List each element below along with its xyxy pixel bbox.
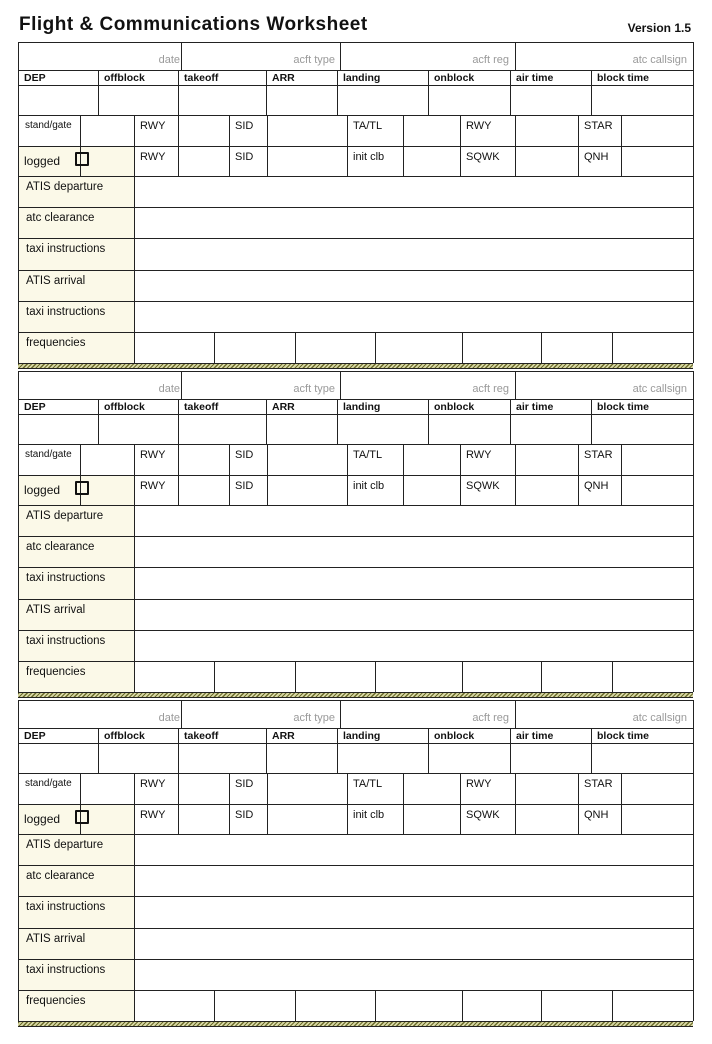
route-label: STAR xyxy=(584,449,613,461)
time-field[interactable] xyxy=(18,414,98,444)
rule xyxy=(18,42,693,43)
column-header: DEP xyxy=(24,730,46,742)
block-separator xyxy=(18,363,693,369)
time-field[interactable] xyxy=(98,743,178,773)
divider xyxy=(515,700,516,728)
logged-label: RWY xyxy=(140,151,166,163)
meta-field-atc-callsign[interactable]: atc callsign xyxy=(632,712,687,724)
route-label: RWY xyxy=(140,120,166,132)
time-field[interactable] xyxy=(18,85,98,115)
meta-field-atc-callsign[interactable]: atc callsign xyxy=(632,54,687,66)
divider xyxy=(134,115,135,176)
time-field[interactable] xyxy=(591,85,693,115)
divider xyxy=(541,990,542,1021)
divider xyxy=(229,444,230,505)
comm-label: atc clearance xyxy=(26,541,95,553)
comm-field[interactable] xyxy=(135,332,693,363)
time-field[interactable] xyxy=(510,414,591,444)
column-header: air time xyxy=(516,730,554,742)
logged-label: QNH xyxy=(584,809,609,821)
rule xyxy=(18,804,693,805)
logged-label: SID xyxy=(235,809,254,821)
time-field[interactable] xyxy=(18,743,98,773)
time-field[interactable] xyxy=(178,414,266,444)
comm-field[interactable] xyxy=(135,238,693,270)
meta-field-acft-type[interactable]: acft type xyxy=(293,383,335,395)
divider xyxy=(515,371,516,399)
comm-label: frequencies xyxy=(26,337,86,349)
column-header: takeoff xyxy=(184,730,219,742)
divider xyxy=(375,990,376,1021)
route-label: RWY xyxy=(466,778,492,790)
comm-field[interactable] xyxy=(135,536,693,567)
divider xyxy=(612,990,613,1021)
divider xyxy=(578,444,579,505)
logged-label: SID xyxy=(235,480,254,492)
divider xyxy=(515,42,516,70)
comm-label: taxi instructions xyxy=(26,572,106,584)
logged-checkbox[interactable] xyxy=(75,152,89,166)
route-label: TA/TL xyxy=(353,449,383,461)
flight-block-3 xyxy=(18,700,693,1030)
meta-field-acft-type[interactable]: acft type xyxy=(293,712,335,724)
route-label: SID xyxy=(235,449,254,461)
column-header: landing xyxy=(343,730,381,742)
logged-label: RWY xyxy=(140,480,166,492)
comm-field[interactable] xyxy=(135,599,693,630)
meta-field-date[interactable]: date xyxy=(158,712,180,724)
comm-label: ATIS departure xyxy=(26,839,104,851)
route-label: RWY xyxy=(466,449,492,461)
page-title: Flight & Communications Worksheet xyxy=(19,14,368,35)
time-field[interactable] xyxy=(591,414,693,444)
logged-label: QNH xyxy=(584,480,609,492)
divider xyxy=(347,773,348,834)
time-field[interactable] xyxy=(510,743,591,773)
column-header: offblock xyxy=(104,401,145,413)
route-label: TA/TL xyxy=(353,120,383,132)
comm-field[interactable] xyxy=(135,865,693,896)
divider xyxy=(621,444,622,505)
divider xyxy=(340,42,341,70)
column-header: onblock xyxy=(434,401,475,413)
time-field[interactable] xyxy=(337,743,428,773)
meta-field-date[interactable]: date xyxy=(158,383,180,395)
divider xyxy=(578,115,579,176)
time-field[interactable] xyxy=(428,743,510,773)
divider xyxy=(134,332,135,363)
logged-label: SQWK xyxy=(466,480,500,492)
time-field[interactable] xyxy=(266,414,337,444)
comm-label: taxi instructions xyxy=(26,964,106,976)
comm-field[interactable] xyxy=(135,301,693,332)
divider xyxy=(267,773,268,834)
column-header: DEP xyxy=(24,72,46,84)
divider xyxy=(621,773,622,834)
divider xyxy=(178,444,179,505)
divider xyxy=(340,371,341,399)
comm-label: taxi instructions xyxy=(26,901,106,913)
divider xyxy=(181,371,182,399)
column-header: ARR xyxy=(272,72,295,84)
rule xyxy=(18,444,693,445)
rule xyxy=(18,371,693,372)
rule xyxy=(18,475,693,476)
logged-label: RWY xyxy=(140,809,166,821)
route-label: SID xyxy=(235,120,254,132)
comm-field[interactable] xyxy=(135,896,693,928)
comm-field[interactable] xyxy=(135,176,693,207)
divider xyxy=(181,42,182,70)
column-header: takeoff xyxy=(184,72,219,84)
divider xyxy=(340,700,341,728)
divider xyxy=(541,332,542,363)
route-label: SID xyxy=(235,778,254,790)
comm-label: frequencies xyxy=(26,995,86,1007)
comm-field[interactable] xyxy=(135,928,693,959)
column-header: block time xyxy=(597,401,649,413)
meta-field-acft-reg[interactable]: acft reg xyxy=(472,712,509,724)
column-header: takeoff xyxy=(184,401,219,413)
logged-label: QNH xyxy=(584,151,609,163)
comm-field[interactable] xyxy=(135,990,693,1021)
logged-checkbox[interactable] xyxy=(75,810,89,824)
column-header: onblock xyxy=(434,72,475,84)
logged-label: init clb xyxy=(353,809,385,821)
route-label: stand/gate xyxy=(25,778,72,789)
comm-label: ATIS departure xyxy=(26,181,104,193)
time-field[interactable] xyxy=(591,743,693,773)
comm-label: atc clearance xyxy=(26,870,95,882)
divider xyxy=(178,773,179,834)
column-header: air time xyxy=(516,401,554,413)
block-separator xyxy=(18,1021,693,1027)
time-field[interactable] xyxy=(178,743,266,773)
divider xyxy=(295,661,296,692)
divider xyxy=(267,115,268,176)
divider xyxy=(214,332,215,363)
border xyxy=(693,700,694,1021)
rule xyxy=(18,700,693,701)
column-header: block time xyxy=(597,72,649,84)
time-field[interactable] xyxy=(337,85,428,115)
comm-field[interactable] xyxy=(135,207,693,238)
comm-field[interactable] xyxy=(135,567,693,599)
comm-label: ATIS departure xyxy=(26,510,104,522)
logged-label: logged xyxy=(24,154,61,168)
column-header: landing xyxy=(343,401,381,413)
divider xyxy=(181,700,182,728)
divider xyxy=(295,332,296,363)
divider xyxy=(515,115,516,176)
column-header: block time xyxy=(597,730,649,742)
time-field[interactable] xyxy=(337,414,428,444)
divider xyxy=(612,661,613,692)
divider xyxy=(267,444,268,505)
logged-label: SQWK xyxy=(466,151,500,163)
column-header: ARR xyxy=(272,401,295,413)
meta-field-acft-reg[interactable]: acft reg xyxy=(472,54,509,66)
divider xyxy=(515,773,516,834)
comm-field[interactable] xyxy=(135,505,693,536)
comm-field[interactable] xyxy=(135,630,693,661)
logged-label: init clb xyxy=(353,480,385,492)
divider xyxy=(214,661,215,692)
divider xyxy=(178,115,179,176)
divider xyxy=(541,661,542,692)
divider xyxy=(578,773,579,834)
route-label: STAR xyxy=(584,778,613,790)
route-label: RWY xyxy=(140,449,166,461)
route-label: RWY xyxy=(466,120,492,132)
time-field[interactable] xyxy=(98,85,178,115)
logged-checkbox[interactable] xyxy=(75,481,89,495)
time-field[interactable] xyxy=(98,414,178,444)
comm-field[interactable] xyxy=(135,959,693,990)
block-separator xyxy=(18,692,693,698)
divider xyxy=(403,444,404,505)
column-header: offblock xyxy=(104,730,145,742)
divider xyxy=(375,661,376,692)
route-label: stand/gate xyxy=(25,449,72,460)
divider xyxy=(134,661,135,692)
divider xyxy=(134,990,135,1021)
version-label: Version 1.5 xyxy=(627,21,691,35)
rule xyxy=(18,146,693,147)
route-label: STAR xyxy=(584,120,613,132)
time-field[interactable] xyxy=(428,85,510,115)
divider xyxy=(80,444,81,505)
meta-field-acft-reg[interactable]: acft reg xyxy=(472,383,509,395)
divider xyxy=(462,661,463,692)
column-header: ARR xyxy=(272,730,295,742)
rule xyxy=(18,115,693,116)
column-header: air time xyxy=(516,72,554,84)
route-label: stand/gate xyxy=(25,120,72,131)
divider xyxy=(462,990,463,1021)
divider xyxy=(515,444,516,505)
meta-field-atc-callsign[interactable]: atc callsign xyxy=(632,383,687,395)
comm-label: taxi instructions xyxy=(26,635,106,647)
comm-label: ATIS arrival xyxy=(26,604,86,616)
border xyxy=(693,42,694,363)
time-field[interactable] xyxy=(510,85,591,115)
route-label: TA/TL xyxy=(353,778,383,790)
comm-label: taxi instructions xyxy=(26,306,106,318)
comm-field[interactable] xyxy=(135,834,693,865)
time-field[interactable] xyxy=(266,85,337,115)
time-field[interactable] xyxy=(428,414,510,444)
meta-field-acft-type[interactable]: acft type xyxy=(293,54,335,66)
flight-block-2 xyxy=(18,371,693,701)
comm-label: taxi instructions xyxy=(26,243,106,255)
meta-field-date[interactable]: date xyxy=(158,54,180,66)
comm-label: ATIS arrival xyxy=(26,275,86,287)
time-field[interactable] xyxy=(178,85,266,115)
divider xyxy=(214,990,215,1021)
divider xyxy=(347,115,348,176)
comm-field[interactable] xyxy=(135,270,693,301)
divider xyxy=(403,115,404,176)
column-header: onblock xyxy=(434,730,475,742)
logged-label: SID xyxy=(235,151,254,163)
divider xyxy=(375,332,376,363)
comm-label: ATIS arrival xyxy=(26,933,86,945)
divider xyxy=(134,444,135,505)
divider xyxy=(80,115,81,176)
divider xyxy=(80,773,81,834)
rule xyxy=(18,773,693,774)
logged-label: logged xyxy=(24,483,61,497)
divider xyxy=(462,332,463,363)
divider xyxy=(347,444,348,505)
logged-label: init clb xyxy=(353,151,385,163)
route-label: RWY xyxy=(140,778,166,790)
logged-label: SQWK xyxy=(466,809,500,821)
divider xyxy=(229,773,230,834)
time-field[interactable] xyxy=(266,743,337,773)
divider xyxy=(460,444,461,505)
comm-label: frequencies xyxy=(26,666,86,678)
divider xyxy=(229,115,230,176)
flight-block-1 xyxy=(18,42,693,372)
divider xyxy=(621,115,622,176)
divider xyxy=(134,773,135,834)
divider xyxy=(460,773,461,834)
divider xyxy=(460,115,461,176)
comm-label: atc clearance xyxy=(26,212,95,224)
column-header: offblock xyxy=(104,72,145,84)
comm-field[interactable] xyxy=(135,661,693,692)
divider xyxy=(612,332,613,363)
divider xyxy=(403,773,404,834)
column-header: DEP xyxy=(24,401,46,413)
divider xyxy=(295,990,296,1021)
column-header: landing xyxy=(343,72,381,84)
border xyxy=(693,371,694,692)
logged-label: logged xyxy=(24,812,61,826)
